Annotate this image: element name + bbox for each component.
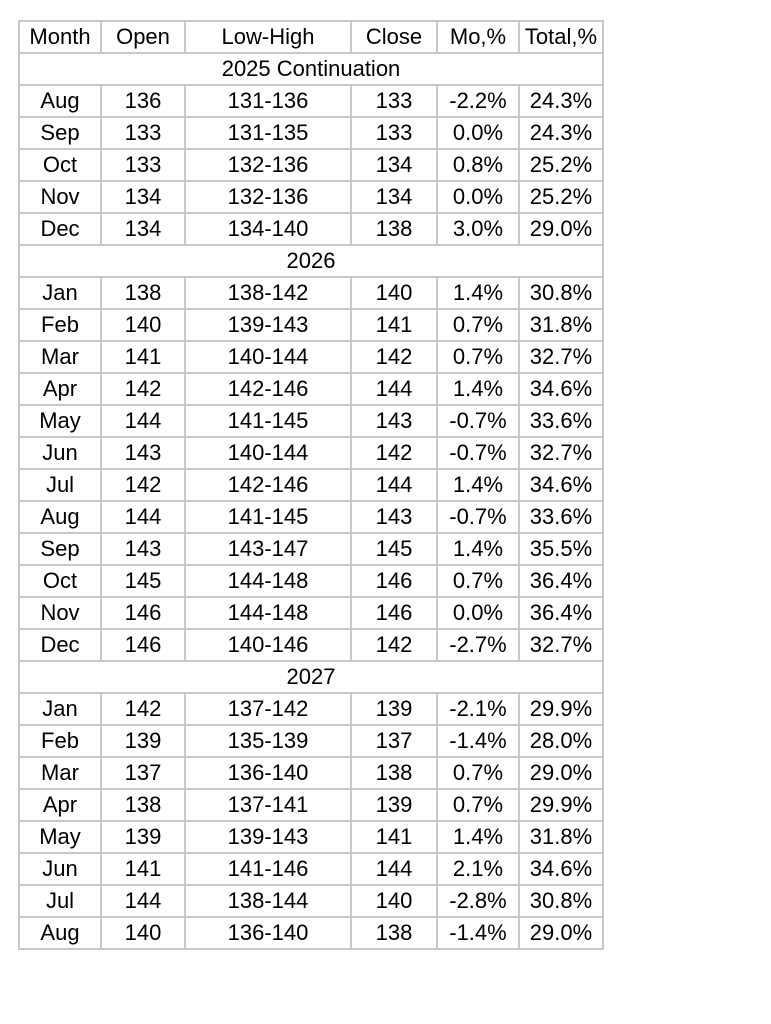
- cell-mo-percent: -0.7%: [437, 405, 519, 437]
- cell-month: Jul: [19, 469, 101, 501]
- cell-mo-percent: -2.2%: [437, 85, 519, 117]
- table-row: [19, 629, 603, 661]
- cell-month: Oct: [19, 565, 101, 597]
- header-mo-percent: Mo,%: [437, 21, 519, 53]
- cell-close: 138: [351, 917, 437, 949]
- table-row: [19, 405, 603, 437]
- cell-open: 142: [101, 373, 185, 405]
- cell-total-percent: 32.7%: [519, 437, 603, 469]
- section-title: 2026: [19, 245, 603, 277]
- cell-close: 144: [351, 469, 437, 501]
- cell-month: Dec: [19, 213, 101, 245]
- cell-total-percent: 30.8%: [519, 885, 603, 917]
- header-row: [19, 21, 603, 53]
- cell-open: 133: [101, 117, 185, 149]
- cell-total-percent: 32.7%: [519, 629, 603, 661]
- section-row: [19, 53, 603, 85]
- cell-low-high: 134-140: [185, 213, 351, 245]
- cell-low-high: 136-140: [185, 917, 351, 949]
- cell-mo-percent: 0.0%: [437, 181, 519, 213]
- cell-month: Apr: [19, 789, 101, 821]
- cell-low-high: 138-142: [185, 277, 351, 309]
- cell-month: Nov: [19, 597, 101, 629]
- cell-total-percent: 35.5%: [519, 533, 603, 565]
- cell-open: 145: [101, 565, 185, 597]
- cell-month: Sep: [19, 117, 101, 149]
- cell-close: 137: [351, 725, 437, 757]
- cell-mo-percent: 3.0%: [437, 213, 519, 245]
- table-row: [19, 597, 603, 629]
- cell-low-high: 137-141: [185, 789, 351, 821]
- cell-open: 133: [101, 149, 185, 181]
- table-row: [19, 789, 603, 821]
- table-row: [19, 373, 603, 405]
- cell-mo-percent: -0.7%: [437, 501, 519, 533]
- cell-mo-percent: 0.0%: [437, 597, 519, 629]
- cell-month: Feb: [19, 725, 101, 757]
- cell-total-percent: 33.6%: [519, 501, 603, 533]
- cell-open: 139: [101, 821, 185, 853]
- cell-month: Jun: [19, 437, 101, 469]
- cell-mo-percent: -0.7%: [437, 437, 519, 469]
- cell-mo-percent: 1.4%: [437, 373, 519, 405]
- cell-total-percent: 31.8%: [519, 821, 603, 853]
- cell-open: 138: [101, 277, 185, 309]
- cell-mo-percent: -1.4%: [437, 725, 519, 757]
- table-row: [19, 501, 603, 533]
- table-row: [19, 821, 603, 853]
- cell-total-percent: 25.2%: [519, 181, 603, 213]
- table-body: [19, 21, 603, 949]
- cell-mo-percent: -1.4%: [437, 917, 519, 949]
- cell-open: 144: [101, 885, 185, 917]
- cell-month: Mar: [19, 341, 101, 373]
- cell-total-percent: 33.6%: [519, 405, 603, 437]
- header-month: Month: [19, 21, 101, 53]
- cell-open: 140: [101, 309, 185, 341]
- cell-low-high: 131-135: [185, 117, 351, 149]
- cell-open: 143: [101, 437, 185, 469]
- cell-close: 134: [351, 149, 437, 181]
- cell-open: 141: [101, 341, 185, 373]
- cell-close: 142: [351, 629, 437, 661]
- cell-month: May: [19, 405, 101, 437]
- cell-close: 140: [351, 277, 437, 309]
- cell-month: Dec: [19, 629, 101, 661]
- cell-month: Sep: [19, 533, 101, 565]
- cell-month: Jun: [19, 853, 101, 885]
- cell-close: 139: [351, 693, 437, 725]
- table-row: [19, 181, 603, 213]
- cell-low-high: 139-143: [185, 821, 351, 853]
- cell-low-high: 138-144: [185, 885, 351, 917]
- cell-mo-percent: 1.4%: [437, 533, 519, 565]
- cell-close: 146: [351, 565, 437, 597]
- cell-low-high: 132-136: [185, 181, 351, 213]
- cell-total-percent: 36.4%: [519, 565, 603, 597]
- cell-low-high: 142-146: [185, 373, 351, 405]
- cell-low-high: 144-148: [185, 565, 351, 597]
- table-row: [19, 149, 603, 181]
- cell-close: 133: [351, 85, 437, 117]
- cell-low-high: 141-145: [185, 405, 351, 437]
- cell-low-high: 132-136: [185, 149, 351, 181]
- cell-total-percent: 29.0%: [519, 213, 603, 245]
- cell-close: 138: [351, 757, 437, 789]
- cell-total-percent: 28.0%: [519, 725, 603, 757]
- cell-mo-percent: 1.4%: [437, 469, 519, 501]
- cell-total-percent: 29.0%: [519, 757, 603, 789]
- cell-mo-percent: 1.4%: [437, 277, 519, 309]
- cell-low-high: 144-148: [185, 597, 351, 629]
- cell-mo-percent: -2.1%: [437, 693, 519, 725]
- cell-month: Aug: [19, 501, 101, 533]
- cell-total-percent: 32.7%: [519, 341, 603, 373]
- table-row: [19, 469, 603, 501]
- cell-open: 142: [101, 693, 185, 725]
- cell-total-percent: 34.6%: [519, 853, 603, 885]
- table-row: [19, 565, 603, 597]
- cell-close: 133: [351, 117, 437, 149]
- section-row: [19, 661, 603, 693]
- cell-close: 142: [351, 437, 437, 469]
- cell-total-percent: 29.0%: [519, 917, 603, 949]
- cell-low-high: 140-144: [185, 437, 351, 469]
- cell-low-high: 139-143: [185, 309, 351, 341]
- cell-open: 144: [101, 501, 185, 533]
- cell-low-high: 140-146: [185, 629, 351, 661]
- cell-low-high: 140-144: [185, 341, 351, 373]
- table-row: [19, 309, 603, 341]
- cell-close: 144: [351, 373, 437, 405]
- cell-mo-percent: -2.7%: [437, 629, 519, 661]
- cell-total-percent: 24.3%: [519, 117, 603, 149]
- header-close: Close: [351, 21, 437, 53]
- cell-month: May: [19, 821, 101, 853]
- cell-open: 136: [101, 85, 185, 117]
- cell-low-high: 137-142: [185, 693, 351, 725]
- cell-month: Jan: [19, 693, 101, 725]
- section-title: 2025 Continuation: [19, 53, 603, 85]
- cell-total-percent: 29.9%: [519, 693, 603, 725]
- cell-month: Jan: [19, 277, 101, 309]
- table-row: [19, 725, 603, 757]
- cell-close: 138: [351, 213, 437, 245]
- cell-low-high: 141-145: [185, 501, 351, 533]
- cell-open: 137: [101, 757, 185, 789]
- cell-close: 144: [351, 853, 437, 885]
- cell-low-high: 135-139: [185, 725, 351, 757]
- cell-open: 134: [101, 181, 185, 213]
- table-row: [19, 917, 603, 949]
- cell-month: Apr: [19, 373, 101, 405]
- table-row: [19, 85, 603, 117]
- cell-close: 143: [351, 405, 437, 437]
- cell-close: 141: [351, 309, 437, 341]
- cell-month: Mar: [19, 757, 101, 789]
- cell-mo-percent: -2.8%: [437, 885, 519, 917]
- cell-month: Aug: [19, 85, 101, 117]
- cell-mo-percent: 1.4%: [437, 821, 519, 853]
- cell-open: 144: [101, 405, 185, 437]
- cell-month: Aug: [19, 917, 101, 949]
- header-total-percent: Total,%: [519, 21, 603, 53]
- table-row: [19, 341, 603, 373]
- cell-close: 142: [351, 341, 437, 373]
- cell-low-high: 141-146: [185, 853, 351, 885]
- cell-mo-percent: 0.7%: [437, 789, 519, 821]
- cell-mo-percent: 0.0%: [437, 117, 519, 149]
- cell-month: Feb: [19, 309, 101, 341]
- table-row: [19, 277, 603, 309]
- cell-mo-percent: 0.7%: [437, 757, 519, 789]
- cell-low-high: 131-136: [185, 85, 351, 117]
- table-row: [19, 533, 603, 565]
- cell-month: Nov: [19, 181, 101, 213]
- cell-total-percent: 31.8%: [519, 309, 603, 341]
- table-row: [19, 757, 603, 789]
- cell-mo-percent: 0.7%: [437, 341, 519, 373]
- table-row: [19, 213, 603, 245]
- cell-close: 141: [351, 821, 437, 853]
- cell-open: 142: [101, 469, 185, 501]
- cell-total-percent: 36.4%: [519, 597, 603, 629]
- cell-mo-percent: 0.7%: [437, 565, 519, 597]
- cell-total-percent: 25.2%: [519, 149, 603, 181]
- cell-close: 134: [351, 181, 437, 213]
- cell-close: 146: [351, 597, 437, 629]
- cell-open: 134: [101, 213, 185, 245]
- cell-total-percent: 29.9%: [519, 789, 603, 821]
- table-row: [19, 885, 603, 917]
- cell-low-high: 142-146: [185, 469, 351, 501]
- cell-total-percent: 34.6%: [519, 373, 603, 405]
- cell-mo-percent: 0.7%: [437, 309, 519, 341]
- cell-open: 141: [101, 853, 185, 885]
- forecast-table: [18, 20, 604, 950]
- cell-total-percent: 30.8%: [519, 277, 603, 309]
- cell-month: Jul: [19, 885, 101, 917]
- cell-total-percent: 34.6%: [519, 469, 603, 501]
- cell-close: 145: [351, 533, 437, 565]
- table-row: [19, 693, 603, 725]
- table-row: [19, 853, 603, 885]
- cell-open: 146: [101, 597, 185, 629]
- cell-open: 143: [101, 533, 185, 565]
- cell-mo-percent: 2.1%: [437, 853, 519, 885]
- cell-mo-percent: 0.8%: [437, 149, 519, 181]
- cell-close: 139: [351, 789, 437, 821]
- cell-close: 140: [351, 885, 437, 917]
- header-low-high: Low-High: [185, 21, 351, 53]
- section-row: [19, 245, 603, 277]
- table-row: [19, 117, 603, 149]
- table-row: [19, 437, 603, 469]
- cell-low-high: 136-140: [185, 757, 351, 789]
- cell-month: Oct: [19, 149, 101, 181]
- cell-total-percent: 24.3%: [519, 85, 603, 117]
- cell-open: 138: [101, 789, 185, 821]
- section-title: 2027: [19, 661, 603, 693]
- cell-open: 140: [101, 917, 185, 949]
- header-open: Open: [101, 21, 185, 53]
- cell-low-high: 143-147: [185, 533, 351, 565]
- cell-open: 146: [101, 629, 185, 661]
- cell-close: 143: [351, 501, 437, 533]
- cell-open: 139: [101, 725, 185, 757]
